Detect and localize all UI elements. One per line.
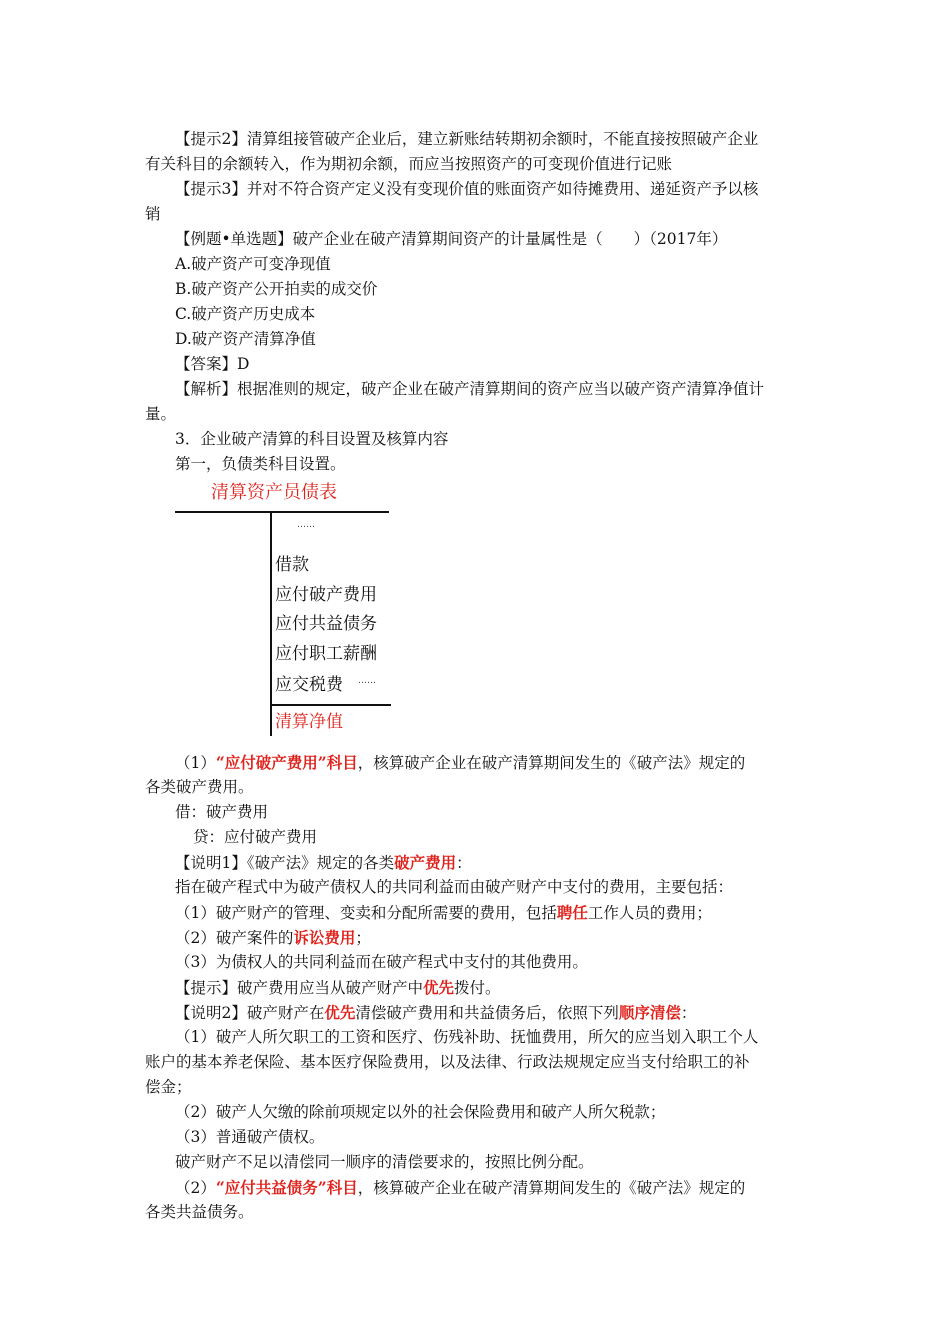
note-1-prefix: 【说明1】《破产法》规定的各类 [175, 854, 395, 872]
journal-credit: 贷：应付破产费用 [193, 828, 318, 846]
note-2-part-b: 清偿破产费用和共益债务后，依照下列 [355, 1004, 619, 1022]
order-1-line-2: 账户的基本养老保险、基本医疗保险费用，以及法律、行政法规规定应当支付给职工的补 [145, 1053, 750, 1071]
point-1-suffix: 工作人员的费用； [587, 904, 712, 922]
tip-priority-suffix: 拨付。 [454, 979, 501, 997]
note-1-highlight: 破产费用 [394, 853, 457, 872]
diagram-underline [270, 704, 391, 706]
proportional-distribution: 破产财产不足以清偿同一顺序的清偿要求的，按照比例分配。 [175, 1153, 594, 1171]
diagram-vertical-line [270, 511, 272, 736]
item-2-account-name: “应付共益债务”科目 [215, 1178, 358, 1197]
item-2-description: ，核算破产企业在破产清算期间发生的《破产法》规定的 [357, 1179, 746, 1197]
order-1-line-3: 偿金； [145, 1078, 192, 1096]
note-1-suffix: ： [456, 854, 472, 872]
tip-priority-prefix: 【提示】破产费用应当从破产财产中 [175, 979, 424, 997]
answer: 【答案】D [175, 355, 250, 373]
tip-3-line-1: 【提示3】并对不符合资产定义没有变现价值的账面资产如待摊费用、递延资产予以核 [175, 180, 759, 198]
order-1-line-1: （1）破产人所欠职工的工资和医疗、伤残补助、抚恤费用，所欠的应当划入职工个人 [175, 1028, 759, 1046]
diagram-item-payroll-payable: 应付职工薪酬 [275, 644, 377, 664]
section-heading: 3．企业破产清算的科目设置及核算内容 [175, 430, 449, 448]
item-1-line-1 [175, 750, 835, 776]
diagram-horizontal-line [175, 511, 389, 513]
item-2-number: （2） [175, 1179, 216, 1197]
diagram-net-value: 清算净值 [275, 712, 343, 732]
option-c: C.破产资产历史成本 [175, 305, 316, 323]
item-2-line-2: 各类共益债务。 [145, 1203, 254, 1221]
item-1-description: ，核算破产企业在破产清算期间发生的《破产法》规定的 [357, 754, 746, 772]
order-3: （3）普通破产债权。 [175, 1128, 325, 1146]
note-1-point-1 [175, 900, 835, 926]
note-1-point-3: （3）为债权人的共同利益而在破产程式中支付的其他费用。 [175, 953, 588, 971]
option-a: A.破产资产可变净现值 [175, 255, 331, 273]
note-2-part-a: 【说明2】破产财产在 [175, 1004, 325, 1022]
note-2-highlight-b: 顺序清偿 [618, 1003, 681, 1022]
item-1-line-2: 各类破产费用。 [145, 778, 254, 796]
tip-3-line-2: 销 [145, 205, 161, 223]
item-1-account-name: “应付破产费用”科目 [215, 753, 358, 772]
note-2-highlight-a: 优先 [324, 1003, 356, 1022]
option-d: D.破产资产清算净值 [175, 330, 316, 348]
option-b: B.破产资产公开拍卖的成交价 [175, 280, 378, 298]
analysis-line-1: 【解析】根据准则的规定，破产企业在破产清算期间的资产应当以破产资产清算净值计 [175, 380, 765, 398]
journal-debit: 借：破产费用 [175, 803, 269, 821]
point-2-suffix: ； [355, 929, 371, 947]
point-1-highlight: 聘任 [556, 903, 588, 922]
note-1-heading [175, 850, 835, 876]
diagram-item-common-debts-payable: 应付共益债务 [275, 614, 377, 634]
tip-2-line-2: 有关科目的余额转入，作为期初余额，而应当按照资产的可变现价值进行记账 [145, 155, 673, 173]
example-question: 【例题•单选题】破产企业在破产清算期间资产的计量属性是（ ）（2017年） [175, 230, 728, 248]
tip-priority-highlight: 优先 [423, 978, 455, 997]
diagram-item-taxes-payable: 应交税费 [275, 675, 343, 695]
point-2-highlight: 诉讼费用 [293, 928, 356, 947]
analysis-line-2: 量。 [145, 405, 177, 423]
tip-priority [175, 975, 835, 1001]
liquidation-balance-sheet-diagram [175, 478, 395, 743]
note-2-heading [175, 1000, 835, 1026]
note-1-definition: 指在破产程式中为破产债权人的共同利益而由破产财产中支付的费用，主要包括： [175, 878, 734, 896]
order-2: （2）破产人欠缴的除前项规定以外的社会保险费用和破产人所欠税款； [175, 1103, 666, 1121]
diagram-dots-top: …… [297, 520, 315, 530]
subsection-heading: 第一，负债类科目设置。 [175, 455, 346, 473]
point-1-prefix: （1）破产财产的管理、变卖和分配所需要的费用，包括 [175, 904, 557, 922]
item-2-line-1 [175, 1175, 835, 1201]
diagram-dots-bottom: …… [358, 676, 376, 686]
diagram-item-borrowing: 借款 [275, 555, 309, 575]
item-1-number: （1） [175, 754, 216, 772]
diagram-title: 清算资产员债表 [211, 482, 337, 503]
tip-2-line-1: 【提示2】清算组接管破产企业后，建立新账结转期初余额时，不能直接按照破产企业 [175, 130, 759, 148]
point-2-prefix: （2）破产案件的 [175, 929, 294, 947]
diagram-item-bankruptcy-expenses-payable: 应付破产费用 [275, 585, 377, 605]
note-1-point-2 [175, 925, 835, 951]
note-2-part-c: ： [680, 1004, 697, 1022]
